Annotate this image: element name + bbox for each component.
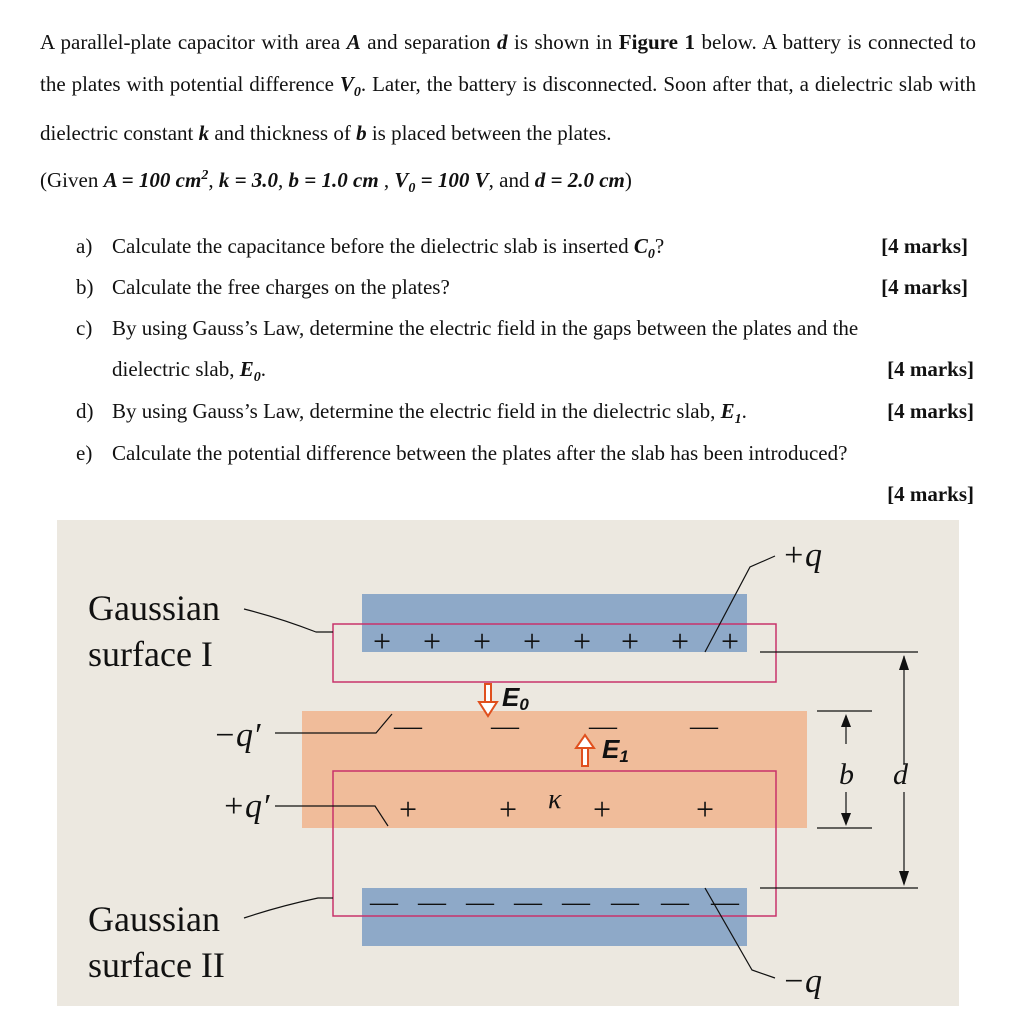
plate-charge-minus: — — [661, 887, 689, 918]
plate-charge-plus: + — [572, 623, 592, 659]
slab-charge-plus: + — [398, 791, 418, 827]
plate-charge-minus: — — [418, 887, 446, 918]
plate-charge-plus: + — [522, 623, 542, 659]
slab-charge-minus: — — [491, 711, 519, 742]
label-kappa: κ — [548, 784, 562, 815]
label-plus-q: +q — [782, 537, 822, 574]
label-plus-qprime: +q′ — [222, 788, 270, 825]
label-E0: E0 — [502, 682, 529, 714]
top-plate — [362, 594, 747, 652]
label-surface-2-line2: surface II — [88, 945, 225, 985]
label-b: b — [839, 758, 854, 791]
label-surface-1-line1: Gaussian — [88, 588, 220, 628]
label-surface-2-line1: Gaussian — [88, 899, 220, 939]
plate-charge-minus: — — [466, 887, 494, 918]
label-minus-qprime: −q′ — [213, 717, 261, 754]
slab-charge-minus: — — [690, 711, 718, 742]
slab-charge-minus: — — [589, 711, 617, 742]
problem-statement: A parallel-plate capacitor with area A and separation d is shown in Figure 1 below. A battery is connected to the plates with potential difference $V_0$. Later, the battery is disconnected. Soon after that, a dielectric slab with dielectric constant k and thickness of b is placed between the plates. (Given A = 100 $cm^2$, k = 3.0, b = 1.0 cm , $V_0 = 100$ V, and d = 2.0 cm) — [40, 30, 976, 196]
label-surface-1-line2: surface I — [88, 634, 213, 674]
label-minus-q: −q — [782, 963, 822, 1000]
plate-charge-plus: + — [422, 623, 442, 659]
plate-charge-minus: — — [711, 887, 739, 918]
plate-charge-minus: — — [514, 887, 542, 918]
plate-charge-minus: — — [562, 887, 590, 918]
plate-charge-plus: + — [670, 623, 690, 659]
label-d: d — [893, 758, 908, 791]
slab-charge-minus: — — [394, 711, 422, 742]
plate-charge-plus: + — [620, 623, 640, 659]
slab-charge-plus: + — [592, 791, 612, 827]
slab-charge-plus: + — [695, 791, 715, 827]
plate-charge-minus: — — [370, 887, 398, 918]
label-E1: E1 — [602, 734, 629, 766]
plate-charge-minus: — — [611, 887, 639, 918]
plate-charge-plus: + — [372, 623, 392, 659]
plate-charge-plus: + — [472, 623, 492, 659]
plate-charge-plus: + — [720, 623, 740, 659]
slab-charge-plus: + — [498, 791, 518, 827]
